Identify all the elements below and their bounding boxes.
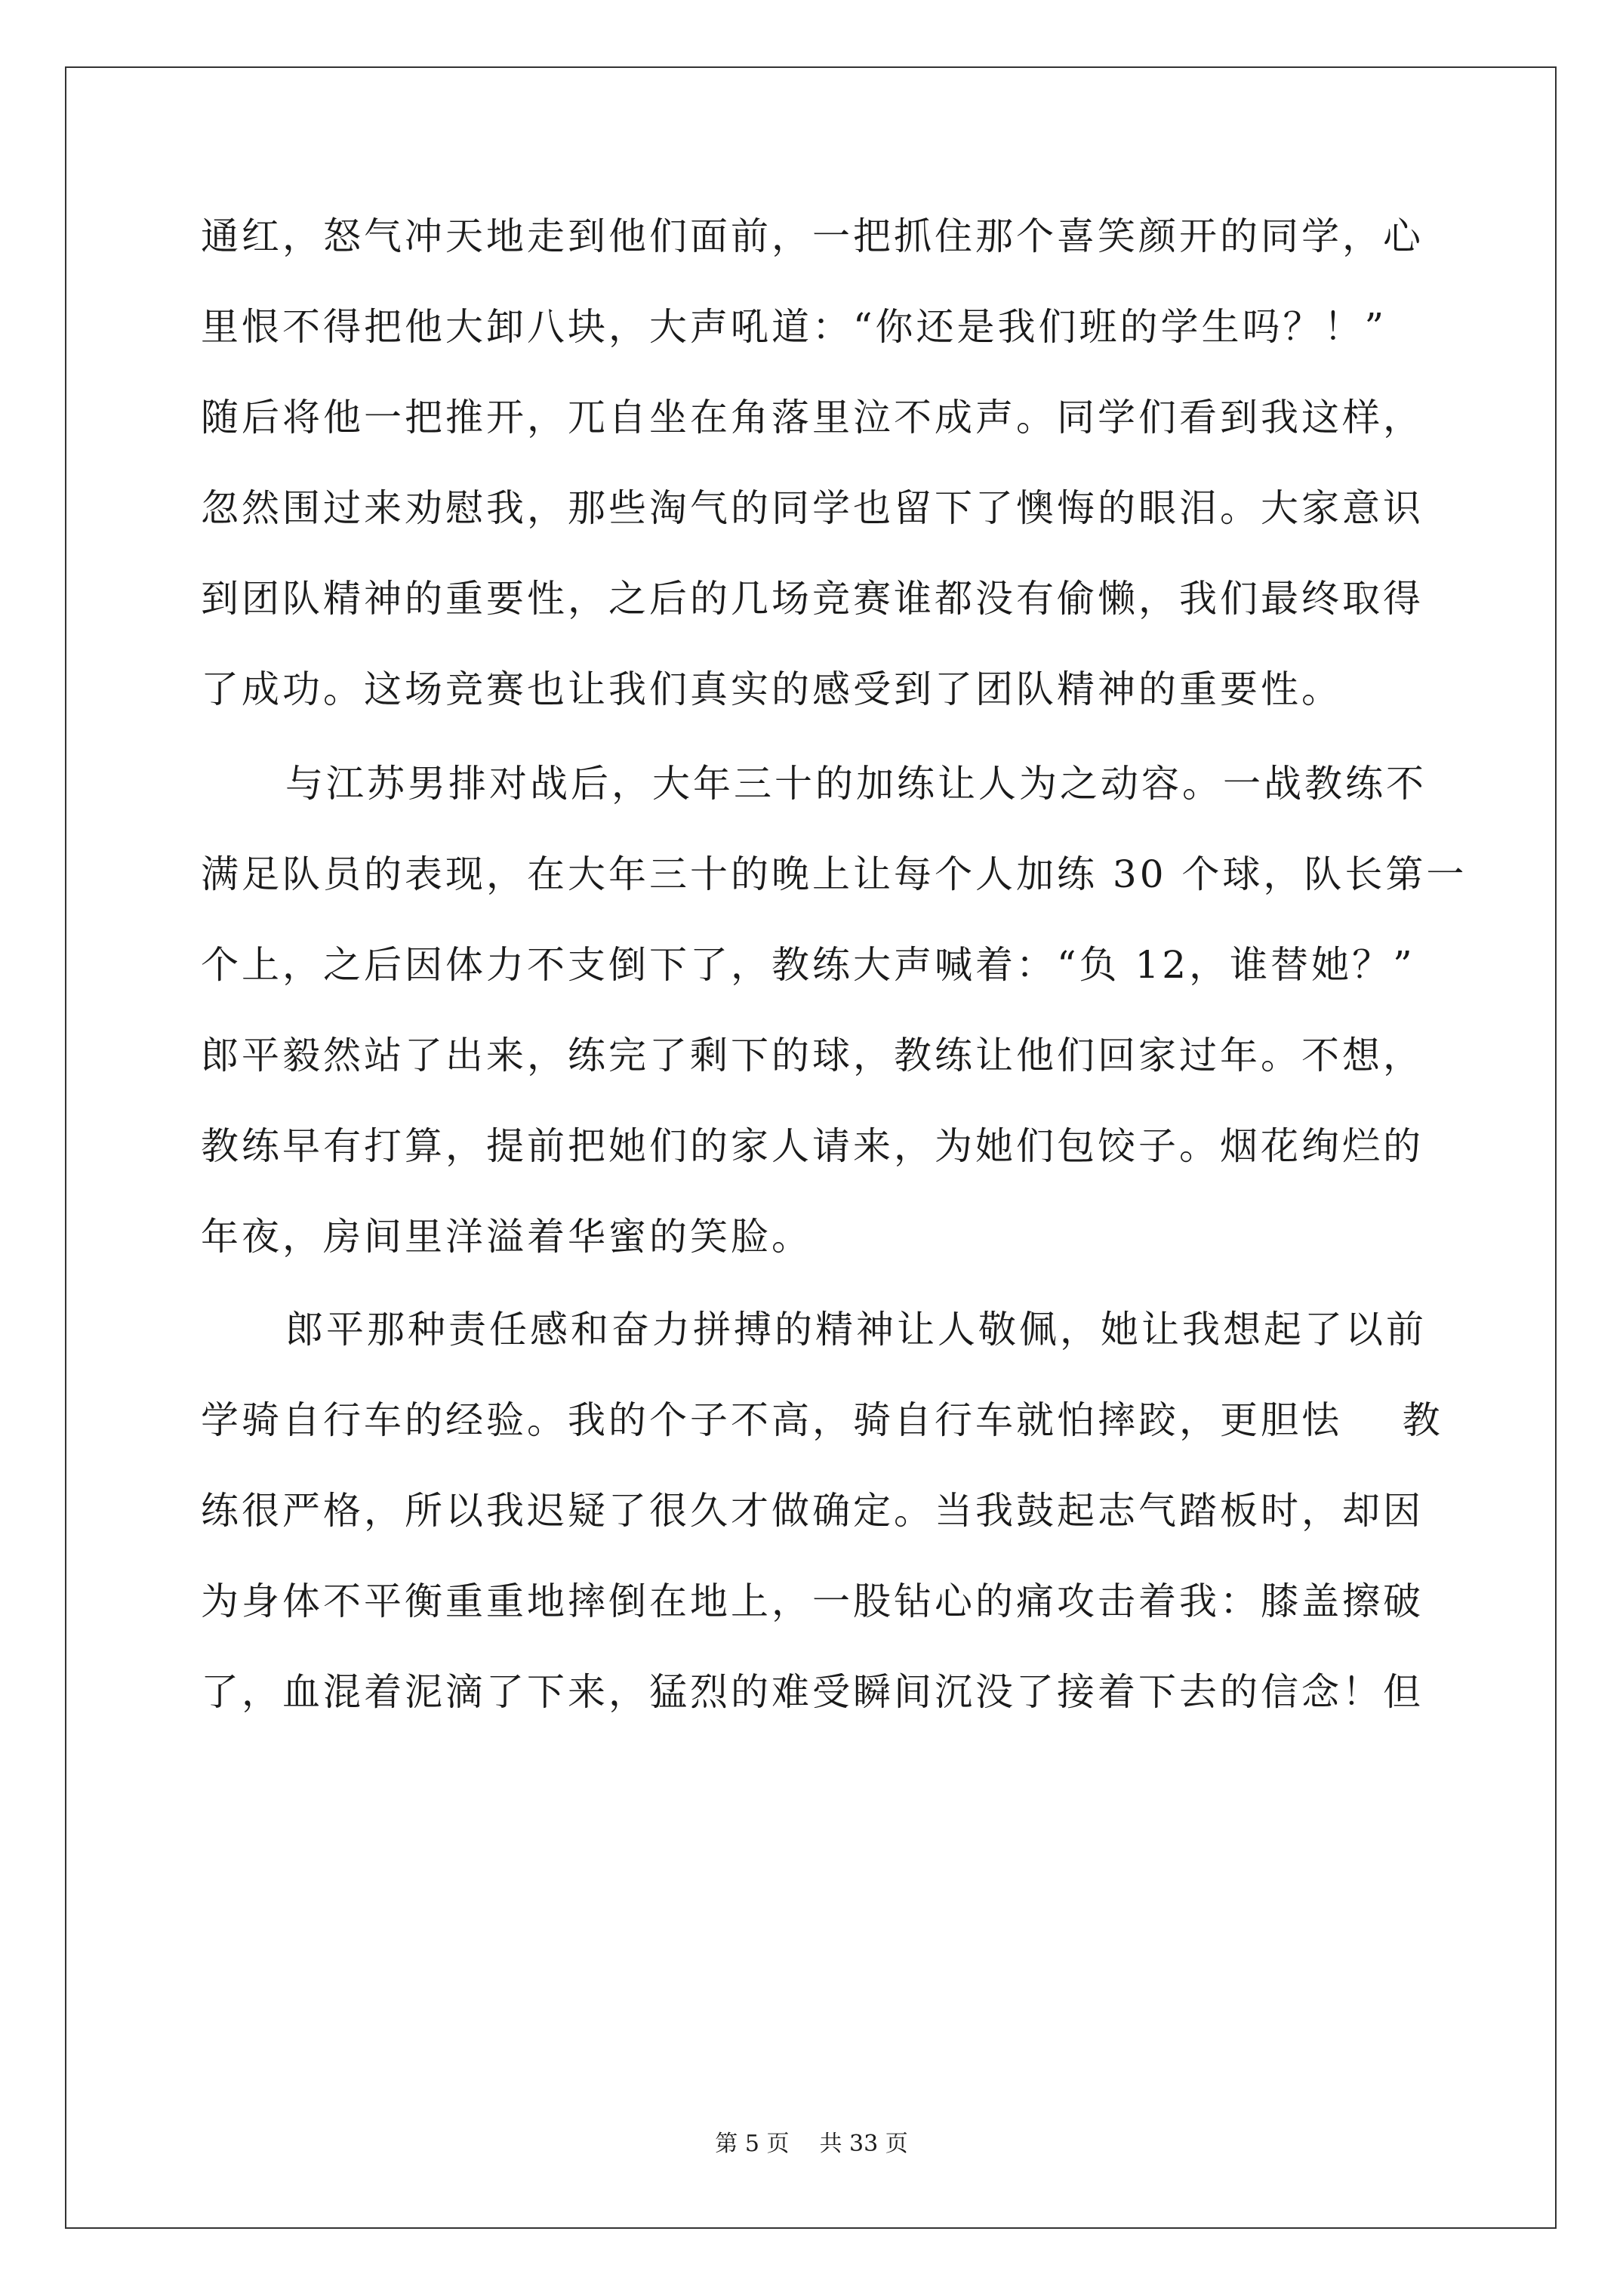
page-number: 第 5 页 xyxy=(715,2131,790,2157)
text-line-content: 随后将他一把推开，兀自坐在角落里泣不成声。同学们看到我这样， xyxy=(201,396,1424,439)
text-line-content: 为身体不平衡重重地摔倒在地上，一股钻心的痛攻击着我：膝盖擦破 xyxy=(201,1579,1424,1623)
page-footer xyxy=(0,2129,1623,2159)
text-line-content: 教练早有打算，提前把她们的家人请来，为她们包饺子。烟花绚烂的 xyxy=(201,1124,1424,1168)
text-line-content: 通红，怒气冲天地走到他们面前，一把抓住那个喜笑颜开的同学，心 xyxy=(201,214,1424,258)
text-line-content: 年夜，房间里洋溢着华蜜的笑脸。 xyxy=(201,1215,812,1259)
text-line-content: 学骑自行车的经验。我的个子不高，骑自行车就怕摔跤，更胆怯 教 xyxy=(201,1398,1443,1442)
text-line-content: 郎平那种责任感和奋力拼搏的精神让人敬佩，她让我想起了以前 xyxy=(285,1308,1427,1351)
text-line-content: 郎平毅然站了出来，练完了剩下的球，教练让他们回家过年。不想， xyxy=(201,1034,1424,1077)
text-line-content: 了成功。这场竞赛也让我们真实的感受到了团队精神的重要性。 xyxy=(201,667,1342,711)
text-line-content: 到团队精神的重要性，之后的几场竞赛谁都没有偷懒，我们最终取得 xyxy=(201,577,1424,621)
text-line-content: 满足队员的表现，在大年三十的晚上让每个人加练 30 个球，队长第一 xyxy=(201,852,1467,896)
text-line-content: 里恨不得把他大卸八块，大声吼道：“你还是我们班的学生吗？！” xyxy=(201,305,1387,349)
text-line-content: 练很严格，所以我迟疑了很久才做确定。当我鼓起志气踏板时，却因 xyxy=(201,1489,1424,1533)
text-line-content: 了，血混着泥滴了下来，猛烈的难受瞬间沉没了接着下去的信念！但 xyxy=(201,1670,1424,1714)
text-line-content: 与江苏男排对战后，大年三十的加练让人为之动容。一战教练不 xyxy=(285,762,1427,806)
page-total: 共 33 页 xyxy=(819,2131,908,2157)
text-line-content: 个上，之后因体力不支倒下了，教练大声喊着：“负 12，谁替她？” xyxy=(201,943,1415,987)
text-line-content: 忽然围过来劝慰我，那些淘气的同学也留下了懊悔的眼泪。大家意识 xyxy=(201,486,1424,530)
